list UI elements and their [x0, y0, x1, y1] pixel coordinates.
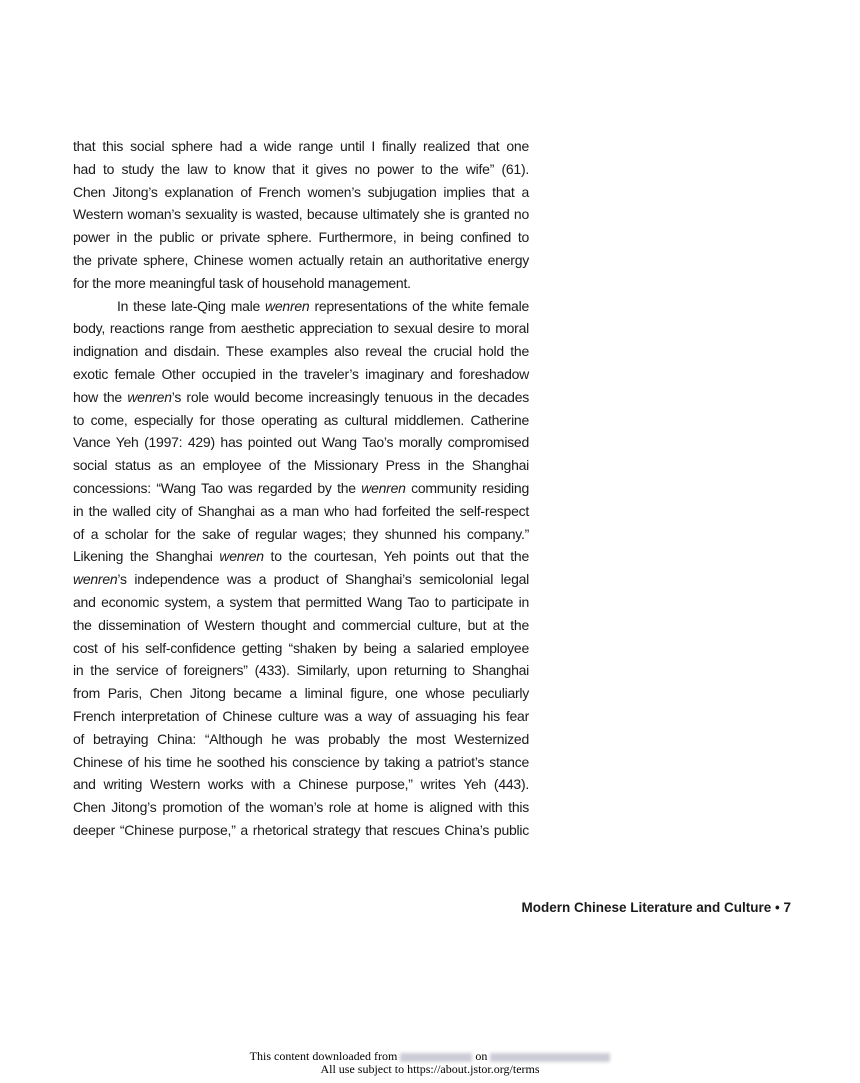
text-segment: of a scholar for the sake of regular wages; they shunned his company.” — [73, 525, 529, 542]
text-segment: French interpretation of Chinese culture was a way of assuaging his fear — [73, 707, 529, 724]
text-line — [73, 477, 529, 500]
text-line — [73, 158, 529, 181]
text-line — [73, 819, 529, 842]
text-segment: body, reactions range from aesthetic appreciation to sexual desire to moral — [73, 320, 529, 337]
text-segment: social status as an employee of the Missionary Press in the Shanghai — [73, 457, 529, 474]
text-segment: representations of the white female — [309, 297, 529, 314]
text-segment: ’s independence was a product of Shanghai’s semicolonial legal — [117, 571, 529, 588]
text-segment: of betraying China: “Although he was probably the most Westernized — [73, 730, 529, 747]
text-line — [73, 363, 529, 386]
text-segment: that this social sphere had a wide range until I finally realized that one — [73, 138, 529, 154]
text-line — [73, 773, 529, 796]
italic-term: wenren — [265, 297, 310, 314]
text-line — [73, 249, 529, 272]
text-line — [73, 409, 529, 432]
text-segment: to come, especially for those operating as cultural middlemen. Catherine — [73, 411, 529, 428]
text-segment: Western woman’s sexuality is wasted, because ultimately she is granted no — [73, 206, 529, 223]
text-line — [73, 317, 529, 340]
text-segment: Likening the Shanghai — [73, 548, 220, 565]
text-line — [73, 659, 529, 682]
text-segment: to the courtesan, Yeh points out that the — [263, 548, 529, 565]
text-segment: and writing Western works with a Chinese purpose,” writes Yeh (443). — [73, 776, 529, 793]
text-segment: from Paris, Chen Jitong became a liminal figure, one whose peculiarly — [73, 685, 529, 702]
text-segment: ’s role would become increasingly tenuous in the decades — [171, 388, 529, 405]
text-segment: community residing — [405, 479, 529, 496]
text-line — [73, 728, 529, 751]
text-segment: Vance Yeh (1997: 429) has pointed out Wang Tao’s morally compromised — [73, 434, 529, 451]
download-on: on — [475, 1049, 488, 1063]
text-segment: In these late-Qing male — [117, 297, 266, 314]
text-line — [73, 135, 529, 158]
text-line — [73, 454, 529, 477]
text-line — [73, 568, 529, 591]
redacted-ip — [400, 1053, 472, 1062]
text-line — [73, 386, 529, 409]
running-footer: Modern Chinese Literature and Culture • 7 — [521, 900, 791, 915]
text-line — [73, 500, 529, 523]
text-segment: in the service of foreigners” (433). Similarly, upon returning to Shanghai — [73, 662, 529, 679]
body-text — [73, 135, 529, 842]
text-segment: and economic system, a system that permitted Wang Tao to participate in — [73, 593, 529, 610]
text-segment: deeper “Chinese purpose,” a rhetorical strategy that rescues China’s public — [73, 821, 529, 838]
italic-term: wenren — [361, 479, 406, 496]
text-segment: Chinese of his time he soothed his conscience by taking a patriot’s stance — [73, 753, 529, 770]
text-line — [73, 614, 529, 637]
text-line — [73, 226, 529, 249]
text-line — [73, 591, 529, 614]
text-line — [73, 272, 529, 295]
text-segment: in the walled city of Shanghai as a man who had forfeited the self-respect — [73, 502, 529, 519]
text-segment: Chen Jitong’s explanation of French women’s subjugation implies that a — [73, 183, 529, 200]
text-segment: power in the public or private sphere. Furthermore, in being confined to — [73, 229, 529, 246]
text-line — [73, 203, 529, 226]
italic-term: wenren — [219, 548, 264, 565]
text-segment: concessions: “Wang Tao was regarded by the — [73, 479, 362, 496]
text-segment: for the more meaningful task of household management. — [73, 274, 411, 291]
text-segment: had to study the law to know that it gives no power to the wife” (61). — [73, 160, 529, 177]
text-segment: Chen Jitong’s promotion of the woman’s role at home is aligned with this — [73, 799, 529, 816]
italic-term: wenren — [127, 388, 172, 405]
text-line — [73, 431, 529, 454]
text-line — [73, 181, 529, 204]
text-line — [73, 682, 529, 705]
download-prefix: This content downloaded from — [249, 1049, 398, 1063]
redacted-timestamp — [490, 1053, 610, 1062]
text-line — [73, 751, 529, 774]
text-line — [73, 637, 529, 660]
text-line — [73, 295, 529, 318]
text-segment: how the — [73, 388, 128, 405]
text-segment: cost of his self-confidence getting “shaken by being a salaried employee — [73, 639, 529, 656]
terms-notice: All use subject to https://about.jstor.org/terms — [320, 1062, 540, 1076]
text-segment: the dissemination of Western thought and commercial culture, but at the — [73, 616, 529, 633]
text-segment: indignation and disdain. These examples also reveal the crucial hold the — [73, 343, 529, 360]
text-line — [73, 545, 529, 568]
text-line — [73, 796, 529, 819]
text-segment: the private sphere, Chinese women actually retain an authoritative energy — [73, 251, 529, 268]
text-line — [73, 340, 529, 363]
text-line — [73, 705, 529, 728]
italic-term: wenren — [73, 571, 118, 588]
text-line — [73, 523, 529, 546]
text-segment: exotic female Other occupied in the traveler’s imaginary and foreshadow — [73, 365, 529, 382]
